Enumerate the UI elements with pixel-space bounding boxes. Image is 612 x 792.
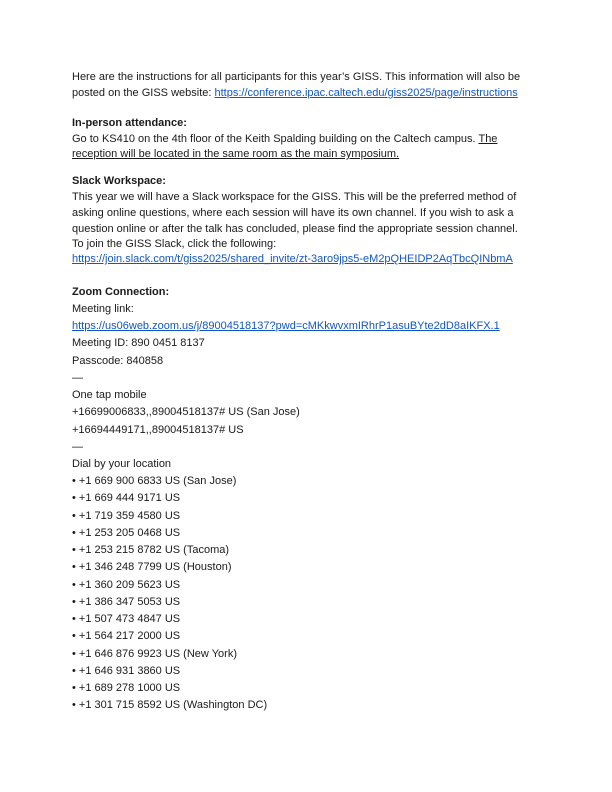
- one-tap-label: One tap mobile: [72, 389, 147, 401]
- dial-number: • +1 564 217 2000 US: [72, 630, 181, 642]
- in-person-heading: In-person attendance:: [72, 117, 187, 129]
- dial-number: • +1 360 209 5623 US: [72, 579, 181, 591]
- intro-prefix: posted on the GISS website:: [72, 87, 215, 99]
- dial-number: • +1 646 931 3860 US: [72, 665, 181, 677]
- dial-number: • +1 669 900 6833 US (San Jose): [72, 475, 237, 487]
- in-person-line-1: [72, 132, 497, 146]
- dial-number: • +1 253 205 0468 US: [72, 527, 181, 539]
- zoom-heading: Zoom Connection:: [72, 286, 170, 298]
- zoom-meeting-link[interactable]: https://us06web.zoom.us/j/89004518137?pwd=cMKkwvxmIRhrP1asuBYte2dD8aIKFX.1: [72, 320, 500, 332]
- reception-note: reception will be located in the same room as the main symposium.: [72, 148, 400, 160]
- dial-number: • +1 253 215 8782 US (Tacoma): [72, 544, 230, 556]
- dial-number: • +1 646 876 9923 US (New York): [72, 648, 237, 660]
- dial-number: • +1 669 444 9171 US: [72, 492, 181, 504]
- meeting-id: Meeting ID: 890 0451 8137: [72, 337, 205, 349]
- dial-number: • +1 507 473 4847 US: [72, 613, 181, 625]
- reception-note-start: The: [478, 133, 498, 145]
- intro-line-2: [72, 86, 518, 100]
- intro-line-1: Here are the instructions for all participants for this year’s GISS. This information will also be: [72, 71, 521, 83]
- separator-1: —: [72, 372, 83, 384]
- slack-line-1: This year we will have a Slack workspace for the GISS. This will be the preferred method of: [72, 191, 517, 203]
- dial-number: • +1 719 359 4580 US: [72, 510, 181, 522]
- one-tap-number: +16694449171,,89004518137# US: [72, 424, 244, 436]
- one-tap-number: +16699006833,,89004518137# US (San Jose): [72, 406, 300, 418]
- dial-label: Dial by your location: [72, 458, 172, 470]
- dial-number: • +1 301 715 8592 US (Washington DC): [72, 699, 268, 711]
- separator-2: —: [72, 441, 83, 453]
- slack-line-4: To join the GISS Slack, click the following:: [72, 238, 277, 250]
- slack-join-link[interactable]: https://join.slack.com/t/giss2025/shared_invite/zt-3aro9jps5-eM2pQHEIDP2AqTbcQINbmA: [72, 253, 513, 265]
- meeting-link-label: Meeting link:: [72, 303, 134, 315]
- dial-number: • +1 386 347 5053 US: [72, 596, 181, 608]
- slack-heading: Slack Workspace:: [72, 175, 166, 187]
- passcode: Passcode: 840858: [72, 355, 164, 367]
- dial-number: • +1 689 278 1000 US: [72, 682, 181, 694]
- slack-line-2: asking online questions, where each session will have its own channel. If you wish to ask a: [72, 207, 514, 219]
- slack-line-3: question online or after the talk has concluded, please find the appropriate session channel.: [72, 223, 518, 235]
- dial-number: • +1 346 248 7799 US (Houston): [72, 561, 232, 573]
- in-person-directions: Go to KS410 on the 4th floor of the Keith Spalding building on the Caltech campus.: [72, 133, 479, 145]
- giss-website-link[interactable]: https://conference.ipac.caltech.edu/giss2025/page/instructions: [214, 87, 518, 99]
